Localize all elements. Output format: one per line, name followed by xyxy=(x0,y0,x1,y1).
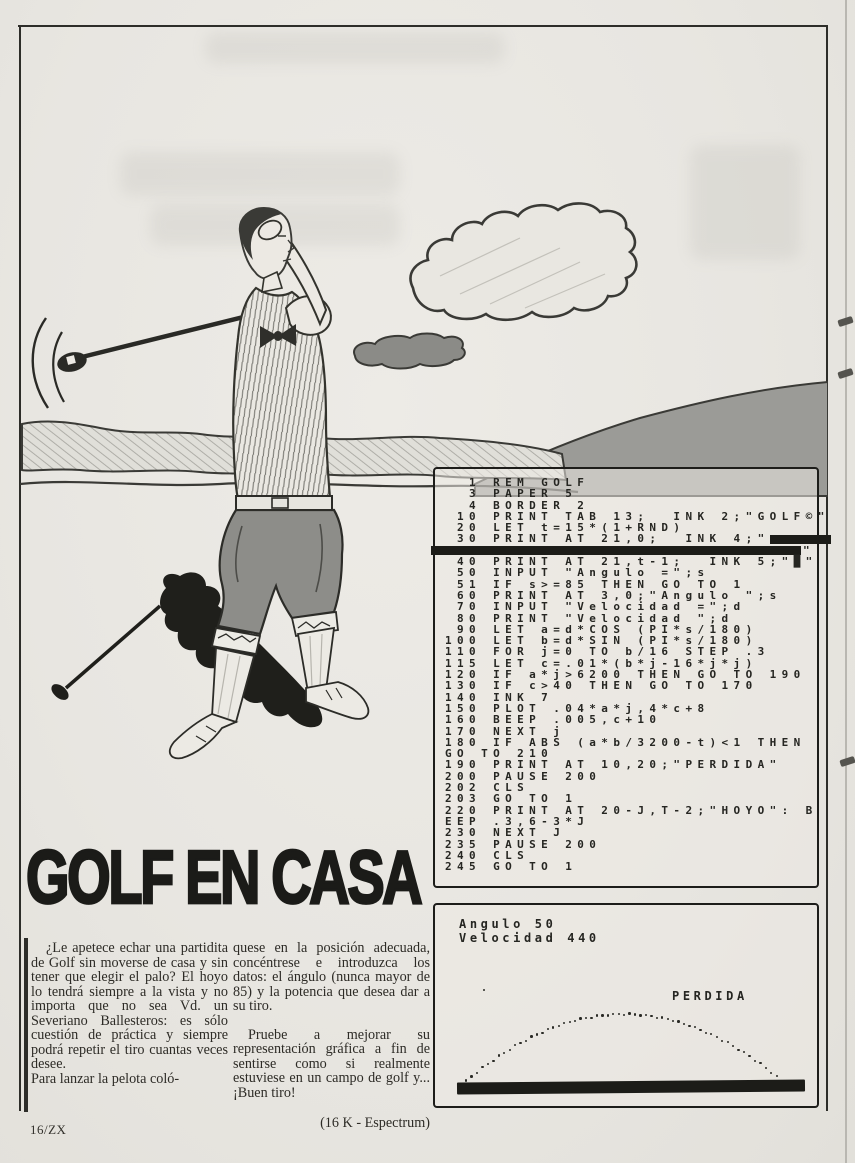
shoe-left xyxy=(170,714,236,758)
headline: GOLF EN CASA xyxy=(26,835,421,920)
article-paragraph: Pruebe a mejorar su representación gráfica a fin de sentirse como si realmente estuviese en un campo de golf y... ¡Buen tiro! xyxy=(233,1026,430,1101)
basic-listing-line: 120 IF a*j>6200 THEN GO TO 190 xyxy=(445,668,806,682)
basic-listing-line: 235 PAUSE 200 xyxy=(445,837,602,851)
screen-angle-readout: Angulo 50 xyxy=(459,917,557,931)
basic-listing-line: 220 PRINT AT 20-J,T-2;"HOYO": B xyxy=(445,803,818,817)
basic-listing-line: 130 IF c>40 THEN GO TO 170 xyxy=(445,679,758,693)
cloud-small xyxy=(354,334,465,369)
article-paragraph: ¿Le apetece echar una partidita de Golf sin moverse de casa y sin tener que elegir el palo? El hoyo lo tendrá siempre a la vista y no importa que no sea Vd. un Severiano Ballesteros: es sólo cuestión de práctica y siempre podrá repetir el tiro cuantas veces desee. xyxy=(31,940,228,1072)
basic-listing-line: 40 PRINT AT 21,t-1; INK 5;"█" xyxy=(445,555,818,569)
basic-listing-line: 51 IF s>=85 THEN GO TO 1 xyxy=(445,577,746,591)
basic-listing-line: 100 LET b=d*SIN (PI*s/180) xyxy=(445,634,758,648)
basic-listing-line: 110 FOR j=0 TO b/16 STEP .3 xyxy=(445,645,770,659)
basic-listing-line: 245 GO TO 1 xyxy=(445,860,578,874)
swing-motion-arc xyxy=(33,318,48,408)
screen-velocity-readout: Velocidad 440 xyxy=(459,931,600,945)
basic-listing-line: 160 BEEP .005,c+10 xyxy=(445,713,662,727)
basic-listing-line: 30 PRINT AT 21,0; INK 4;" xyxy=(445,533,815,544)
basic-listing xyxy=(445,476,830,874)
page-folio: 16/ZX xyxy=(30,1122,67,1137)
basic-listing-panel xyxy=(433,467,830,888)
basic-listing-line: 170 NEXT j xyxy=(445,724,566,738)
basic-listing-line: 3 PAPER 5 xyxy=(445,487,578,501)
platform-credit: (16 K - Espectrum) xyxy=(320,1115,430,1131)
basic-listing-line: 20 LET t=15*(1+RND) xyxy=(445,521,686,535)
game-screen-panel xyxy=(433,903,819,1108)
basic-listing-line: 150 PLOT .04*a*j,4*c+8 xyxy=(445,701,710,715)
staple-mark xyxy=(839,756,855,767)
basic-listing-line: 200 PAUSE 200 xyxy=(445,769,602,783)
basic-listing-line: 190 PRINT AT 10,20;"PERDIDA" xyxy=(445,758,782,772)
basic-listing-line: 1 REM GOLF xyxy=(445,476,590,489)
basic-listing-line: GO TO 210 xyxy=(445,747,554,761)
basic-listing-line: 50 INPUT "Angulo =";s xyxy=(445,566,710,580)
binding-gutter-line xyxy=(845,0,847,1163)
basic-listing-line: EEP .3,6-3*J xyxy=(445,814,590,828)
basic-listing-line: 202 CLS xyxy=(445,781,530,795)
inverse-graphics-bar xyxy=(770,535,831,544)
basic-listing-line: 180 IF ABS (a*b/3200-t)<1 THEN xyxy=(445,735,806,749)
basic-listing-line: 60 PRINT AT 3,0;"Angulo ";s xyxy=(445,588,782,602)
basic-listing-line: 203 GO TO 1 xyxy=(445,792,578,806)
basic-listing-line: 10 PRINT TAB 13; INK 2;"GOLF©" xyxy=(445,509,830,523)
screen-result-label: PERDIDA xyxy=(672,989,748,1003)
basic-listing-line: " xyxy=(445,545,815,556)
article-column-right xyxy=(233,941,430,1100)
basic-listing-line: 230 NEXT J xyxy=(445,826,566,840)
page-frame-left-rule-thick xyxy=(24,938,28,1112)
basic-listing-line: 4 BORDER 2 xyxy=(445,498,590,512)
basic-listing-line: 80 PRINT "Velocidad ";d xyxy=(445,611,734,625)
screen-ground-bar xyxy=(457,1079,805,1094)
basic-listing-line: 90 LET a=d*COS (PI*s/180) xyxy=(445,622,758,636)
article-paragraph: quese en la posición adecuada, concéntrese e introduzca los datos: el ángulo (nunca mayor de 85) y la potencia que desea dar a su tiro. xyxy=(233,940,430,1014)
sock-right xyxy=(298,628,334,692)
cloud-large xyxy=(411,203,637,319)
article-paragraph: Para lanzar la pelota coló- xyxy=(31,1070,180,1087)
basic-listing-line: 140 INK 7 xyxy=(445,690,554,704)
club-shadow xyxy=(66,606,160,688)
basic-listing-line: 115 LET c=.01*(b*j-16*j*j) xyxy=(445,656,758,670)
inverse-graphics-bar xyxy=(431,546,801,555)
basic-listing-line: 70 INPUT "Velocidad =";d xyxy=(445,600,746,614)
basic-listing-line: 240 CLS xyxy=(445,848,530,862)
article-column-left xyxy=(31,941,228,1086)
